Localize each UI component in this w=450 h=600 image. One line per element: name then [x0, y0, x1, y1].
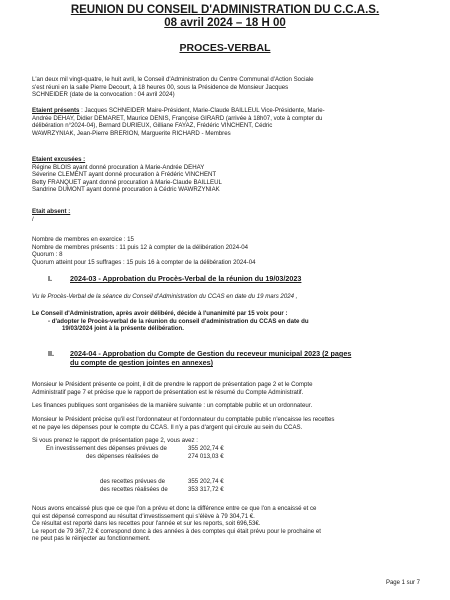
figures-table-investment [46, 445, 426, 460]
section-1-heading: I. 2024-03 - Approbation du Procès-Verbal de la réunion du 19/03/2023 [48, 274, 302, 283]
table-row: des dépenses réalisées de 274 013,03 € [86, 452, 224, 460]
document-subtitle: PROCES-VERBAL [179, 42, 271, 54]
absent-members [32, 208, 424, 223]
present-label: Etaient présents [32, 107, 80, 114]
document-title: REUNION DU CONSEIL D'ADMINISTRATION DU C.C.A.S. [70, 4, 380, 16]
meeting-date: 08 avril 2024 – 18 H 00 [164, 17, 286, 29]
excused-members: Etaient excusées : Régine BLOIS ayant donné procuration à Marie-Andrée DEHAY Séverine CLEMENT ayant donné procuration à Frédéric VINCHENT Betty FRANQUET ayant donné procuration à Marie-Claude BAILLEUL Sandrine DUMONT ayant donné procuration à Cédric WAWRZYNIAK [32, 156, 424, 194]
section-2-paragraph-1: Monsieur le Président présente ce point, il dit de prendre le rapport de présentation page 2 et le Compte Administratif page 7 et précise que le rapport de présentation est le résumé du Compte Administratif. [32, 381, 313, 396]
table-row: des recettes réalisées de 353 317,72 € [100, 485, 224, 493]
section-1-decision: Le Conseil d'Administration, après avoir délibéré, décide à l'unanimité par 15 voix pour : - d'adopter le Procès-verbal de la réunion du conseil d'administration du CCAS en date du 19/03/2024 joint à la présente délibération. [32, 310, 309, 333]
page-number: Page 1 sur 7 [385, 580, 420, 586]
quorum-info: Nombre de membres en exercice : 15 Nombre de membres présents : 11 puis 12 à compter de la délibération 2024-04 Quorum : 8 Quorum atteint pour 15 suffrages : 15 puis 16 à compter de la délibération 2024-04 [32, 236, 256, 266]
section-1-reference: Vu le Procès-Verbal de la séance du Conseil d'Administration du CCAS en date du 19 mars 2024 , [32, 293, 298, 300]
absent-value: / [32, 215, 34, 223]
figures-table-recettes [100, 478, 420, 493]
intro-paragraph: L'an deux mil vingt-quatre, le huit avril, le Conseil d'Administration du Centre Communal d'Action Sociale s'est réuni en la salle Pierre Decourt, à 18 heures 00, sous la Présidence de Monsieur Jacques SCHNEIDER (date de la convocation : 04 avril 2024) [32, 76, 314, 99]
table-row: En investissement des dépenses prévues de 355 202,74 € [46, 445, 224, 452]
section-2-closing: Nous avons encaissé plus que ce que l'on a prévu et donc la différence entre ce que l'on a encaissé et ce qui est dépensé correspond au résultat d'investissement qui s'élève à 79 304,71 €. Ce résultat est reporté dans les recettes pour l'année et sur les reports, soit 696,53€. Le report de 79 367,72 € correspond donc à des années à des comptes qui était prévu pour le prochaine et ne peut pas le réinjecter au fonctionnement. [32, 505, 321, 543]
absent-label: Etait absent : [32, 208, 71, 215]
present-members: Etaient présents : Jacques SCHNEIDER Maire-Président, Marie-Claude BAILLEUL Vice-Présidente, Marie- Andrée DEHAY, Didier DEMARET, Maurice DENIS, Françoise GIRARD (arrivée à 18h07, vote à compter du délibération n°2024-04), Bernard DURIEUX, Gilliane FAYAZ, Frédéric VINCHENT, Cédric WAWRZYNIAK, Jean-Pierre BRERION, Marguerite RICHARD - Membres [32, 107, 325, 137]
section-2-heading: II. 2024-04 - Approbation du Compte de Gestion du receveur municipal 2023 (2 pages du compte de gestion jointes en annexes) [48, 349, 352, 367]
excused-label: Etaient excusées : [32, 156, 86, 163]
section-2-paragraph-2: Les finances publiques sont organisées de la manière suivante : un comptable public et un ordonnateur. [32, 402, 313, 409]
section-2-paragraph-3: Monsieur le Président précise qu'il est l'ordonnateur et l'ordonnateur du comptable public n'encaisse les recettes et ne paye les dépenses pour le compte du CCAS. Il n'y a pas d'argent qui circule au sein du CCAS. [32, 416, 335, 431]
report-intro: Si vous prenez le rapport de présentation page 2, vous avez : [32, 437, 198, 444]
table-row: des recettes prévues de 355 202,74 € [100, 478, 224, 485]
